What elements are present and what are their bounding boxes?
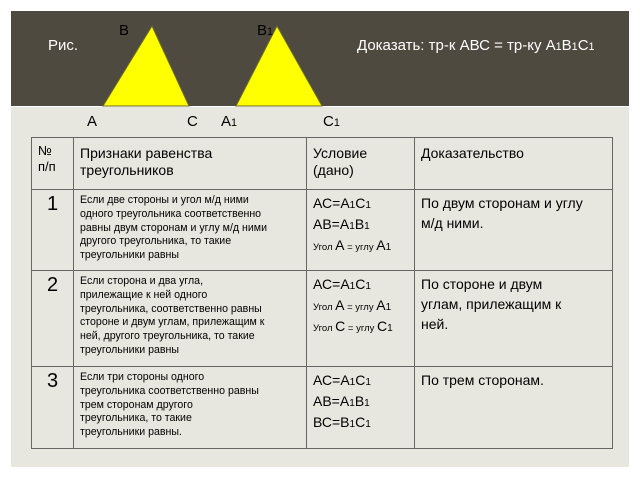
criteria-text: Если сторона и два угла, прилежащие к ней одного треугольника, соответственно равны стороне и двум углам, прилежащим к ней, другого треугольника, то такие треугольники равны xyxy=(74,271,307,367)
criteria-text: Если две стороны и угол м/д ними одного треугольника соответственно равны двум сторонам и углу м/д ними другого треугольника, то такие треугольники равны xyxy=(74,190,307,271)
header-proof: Доказательство xyxy=(415,138,613,190)
triangle-a1b1c1 xyxy=(236,26,322,106)
proof-cell: По стороне и двум углам, прилежащим к ней. xyxy=(415,271,613,367)
vertex-a-label: А xyxy=(87,113,98,130)
condition-cell: АС=А1С1 АВ=А1В1 Угол А = углу А1 xyxy=(307,190,415,271)
vertex-b1-label: В1 xyxy=(257,22,274,39)
proof-cell: По двум сторонам и углу м/д ними. xyxy=(415,190,613,271)
vertex-c1-label: С1 xyxy=(323,113,340,130)
proof-cell: По трем сторонам. xyxy=(415,367,613,449)
row-number: 2 xyxy=(32,271,74,367)
header-num: № п/п xyxy=(32,138,74,190)
header-condition: Условие (дано) xyxy=(307,138,415,190)
task-statement: Доказать: тр-к АВС = тр-ку А1В1С1 xyxy=(357,37,595,54)
table-header-row xyxy=(32,138,613,190)
vertex-b-label: В xyxy=(119,22,130,39)
condition-cell: АС=А1С1 Угол А = углу А1 Угол С = углу С1 xyxy=(307,271,415,367)
table-row xyxy=(32,190,613,271)
criteria-table xyxy=(31,137,613,449)
row-number: 1 xyxy=(32,190,74,271)
criteria-text: Если три стороны одного треугольника соответственно равны трем сторонам другого треугольника, то такие треугольники равны. xyxy=(74,367,307,449)
vertex-a1-label: А1 xyxy=(221,113,238,130)
table-row xyxy=(32,367,613,449)
triangle-abc xyxy=(103,26,189,106)
header-criteria: Признаки равенства треугольников xyxy=(74,138,307,190)
table-row xyxy=(32,271,613,367)
condition-cell: АС=А1С1 АВ=А1В1 ВС=В1С1 xyxy=(307,367,415,449)
figure-label: Рис. xyxy=(48,37,79,54)
vertex-c-label: С xyxy=(187,113,198,130)
row-number: 3 xyxy=(32,367,74,449)
